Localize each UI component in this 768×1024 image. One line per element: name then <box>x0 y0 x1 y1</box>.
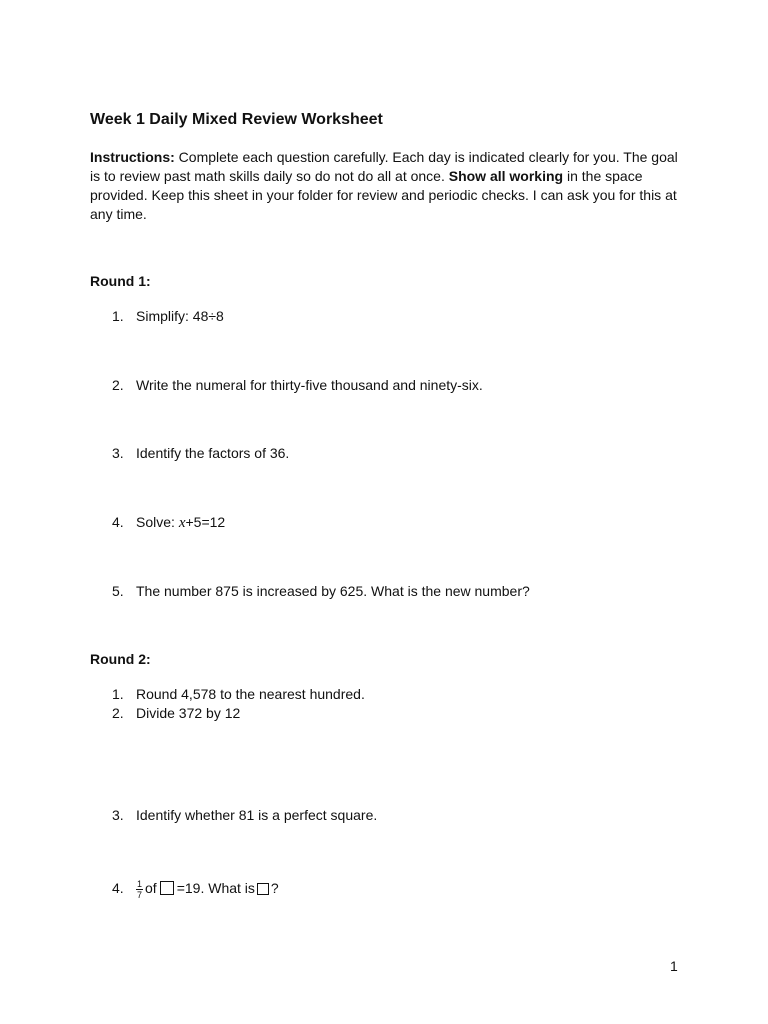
round-2-question-4 <box>112 879 279 900</box>
variable-x: x <box>178 515 186 531</box>
question-prefix: Solve: <box>136 514 179 530</box>
question-number: 5. <box>112 583 124 599</box>
question-text: The number 875 is increased by 625. What is the new number? <box>136 583 530 599</box>
round-1-question-4 <box>112 513 225 533</box>
question-number: 4. <box>112 514 124 530</box>
fraction-one-seventh <box>136 879 143 900</box>
round-1-question-5 <box>112 582 530 601</box>
round-2-question-2 <box>112 704 240 723</box>
question-text: Write the numeral for thirty-five thousand and ninety-six. <box>136 377 483 393</box>
question-number: 1. <box>112 686 124 702</box>
round-2-heading: Round 2: <box>90 651 151 667</box>
instructions-text-2: in the space provided. Keep this sheet in your folder for review and periodic checks. I can ask you for this at any time. <box>90 168 677 222</box>
round-1-heading: Round 1: <box>90 273 151 289</box>
page-number: 1 <box>670 958 678 974</box>
blank-box-icon <box>160 881 174 895</box>
instructions-paragraph <box>90 148 680 224</box>
question-text: Round 4,578 to the nearest hundred. <box>136 686 365 702</box>
question-number: 1. <box>112 308 124 324</box>
round-1-question-3 <box>112 444 289 463</box>
question-number: 2. <box>112 705 124 721</box>
fraction-denominator: 7 <box>137 890 143 900</box>
question-text: Identify the factors of 36. <box>136 445 290 461</box>
round-2-question-3 <box>112 806 377 825</box>
question-number: 3. <box>112 445 124 461</box>
question-text: Simplify: 48÷8 <box>136 308 224 324</box>
round-1-question-1 <box>112 307 224 326</box>
question-middle: =19. What is <box>176 880 255 897</box>
question-number: 4. <box>112 880 124 897</box>
instructions-text-1: Complete each question carefully. Each day is indicated clearly for you. The goal is to review past math skills daily so do not do all at once. <box>90 149 678 184</box>
question-of: of <box>145 880 157 897</box>
fraction-numerator: 1 <box>137 879 143 889</box>
question-suffix: +5=12 <box>185 514 226 530</box>
instructions-label: Instructions: <box>90 149 175 165</box>
blank-box-icon <box>257 883 269 895</box>
instructions-emphasis: Show all working <box>448 168 564 184</box>
round-1-question-2 <box>112 376 483 395</box>
page-title: Week 1 Daily Mixed Review Worksheet <box>90 111 383 128</box>
question-text: Divide 372 by 12 <box>136 705 241 721</box>
question-text: Identify whether 81 is a perfect square. <box>136 807 378 823</box>
question-end: ? <box>270 880 279 897</box>
question-number: 3. <box>112 807 124 823</box>
round-2-question-1 <box>112 685 365 704</box>
question-number: 2. <box>112 377 124 393</box>
